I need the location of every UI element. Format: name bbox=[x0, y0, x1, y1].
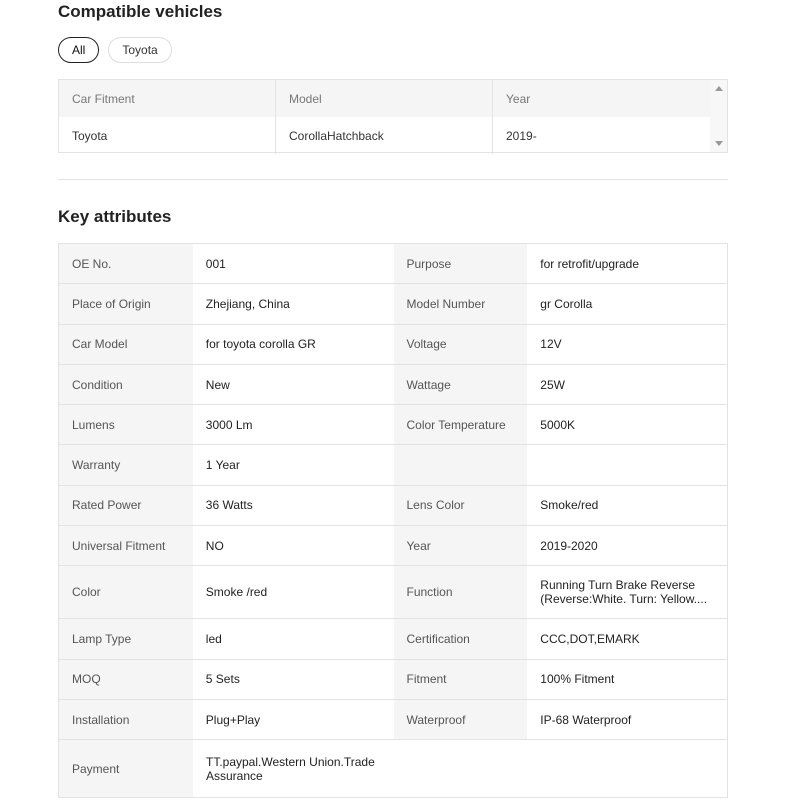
attr-key: Function bbox=[394, 566, 528, 618]
attr-key: Warranty bbox=[59, 445, 193, 484]
attr-empty bbox=[394, 740, 415, 797]
key-attributes-table bbox=[58, 243, 728, 798]
attr-key: Voltage bbox=[394, 325, 528, 364]
attr-key: Place of Origin bbox=[59, 284, 193, 323]
filter-chip-toyota[interactable]: Toyota bbox=[108, 37, 171, 63]
attr-value: 2019-2020 bbox=[540, 538, 598, 553]
attr-value: TT.paypal.Western Union.Trade Assurance bbox=[206, 754, 375, 783]
compatible-vehicles-title: Compatible vehicles bbox=[58, 2, 223, 21]
attr-value: NO bbox=[205, 538, 224, 553]
attr-value: CCC,DOT,EMARK bbox=[540, 632, 640, 647]
table-row bbox=[59, 740, 727, 797]
table-row bbox=[59, 117, 727, 154]
attr-value: Smoke /red bbox=[205, 585, 268, 600]
header-car-fitment: Car Fitment bbox=[59, 80, 276, 117]
attr-value: 001 bbox=[205, 256, 226, 271]
attr-key: Year bbox=[394, 526, 528, 565]
table-row bbox=[59, 244, 727, 284]
cell-car-fitment: Toyota bbox=[59, 117, 276, 154]
table-row bbox=[59, 405, 727, 445]
attr-value: Smoke/red bbox=[540, 498, 599, 513]
attr-value: for retrofit/upgrade bbox=[540, 256, 640, 271]
table-row bbox=[59, 619, 727, 659]
attr-key: Certification bbox=[394, 619, 528, 658]
scroll-down-icon[interactable] bbox=[715, 141, 723, 146]
vehicle-filter-chips bbox=[58, 37, 172, 63]
attr-value: led bbox=[205, 632, 222, 647]
table-row bbox=[59, 445, 727, 485]
header-year: Year bbox=[506, 91, 531, 106]
attr-value: Running Turn Brake Reverse (Reverse:White. Turn: Yellow.... bbox=[540, 578, 708, 607]
attr-key: Model Number bbox=[394, 284, 528, 323]
attr-value: for toyota corolla GR bbox=[205, 337, 316, 352]
fitment-header-row bbox=[59, 80, 727, 117]
attr-key: Condition bbox=[59, 365, 193, 404]
table-row bbox=[59, 526, 727, 566]
table-row bbox=[59, 486, 727, 526]
section-divider bbox=[58, 179, 728, 180]
attr-value: New bbox=[205, 377, 230, 392]
attr-value: 5 Sets bbox=[205, 672, 240, 687]
attr-key: Waterproof bbox=[394, 700, 528, 739]
attr-value: 5000K bbox=[540, 417, 575, 432]
attr-key: OE No. bbox=[59, 244, 193, 283]
fitment-table bbox=[58, 79, 728, 153]
attr-value: Zhejiang, China bbox=[205, 296, 290, 311]
attr-key: Payment bbox=[59, 740, 193, 797]
attr-key-empty bbox=[394, 445, 528, 484]
attr-value: IP-68 Waterproof bbox=[540, 712, 632, 727]
table-row bbox=[59, 284, 727, 324]
header-model: Model bbox=[276, 80, 493, 117]
table-row bbox=[59, 365, 727, 405]
attr-key: Wattage bbox=[394, 365, 528, 404]
attr-key: Purpose bbox=[394, 244, 528, 283]
attr-value: Plug+Play bbox=[205, 712, 261, 727]
attr-value: 25W bbox=[540, 377, 565, 392]
attr-key: Fitment bbox=[394, 660, 528, 699]
attr-value-empty bbox=[527, 445, 727, 484]
attr-value: 12V bbox=[540, 337, 562, 352]
attr-key: Color bbox=[59, 566, 193, 618]
attr-key: Lens Color bbox=[394, 486, 528, 525]
filter-chip-all[interactable]: All bbox=[58, 37, 99, 63]
table-row bbox=[59, 700, 727, 740]
attr-key: MOQ bbox=[59, 660, 193, 699]
attr-value: 36 Watts bbox=[205, 498, 253, 513]
attr-value: gr Corolla bbox=[540, 296, 593, 311]
attr-key: Color Temperature bbox=[394, 405, 528, 444]
attr-key: Lamp Type bbox=[59, 619, 193, 658]
key-attributes-title: Key attributes bbox=[58, 207, 172, 226]
table-row bbox=[59, 325, 727, 365]
attr-key: Lumens bbox=[59, 405, 193, 444]
attr-key: Car Model bbox=[59, 325, 193, 364]
attr-key: Rated Power bbox=[59, 486, 193, 525]
cell-model: CorollaHatchback bbox=[276, 117, 493, 154]
attr-value: 3000 Lm bbox=[205, 417, 253, 432]
table-row bbox=[59, 566, 727, 619]
attr-value: 1 Year bbox=[205, 458, 240, 473]
attr-key: Installation bbox=[59, 700, 193, 739]
table-scrollbar[interactable] bbox=[710, 80, 727, 152]
table-row bbox=[59, 660, 727, 700]
attr-value: 100% Fitment bbox=[540, 672, 615, 687]
cell-year: 2019- bbox=[506, 128, 537, 143]
scroll-up-icon[interactable] bbox=[715, 86, 723, 91]
attr-key: Universal Fitment bbox=[59, 526, 193, 565]
